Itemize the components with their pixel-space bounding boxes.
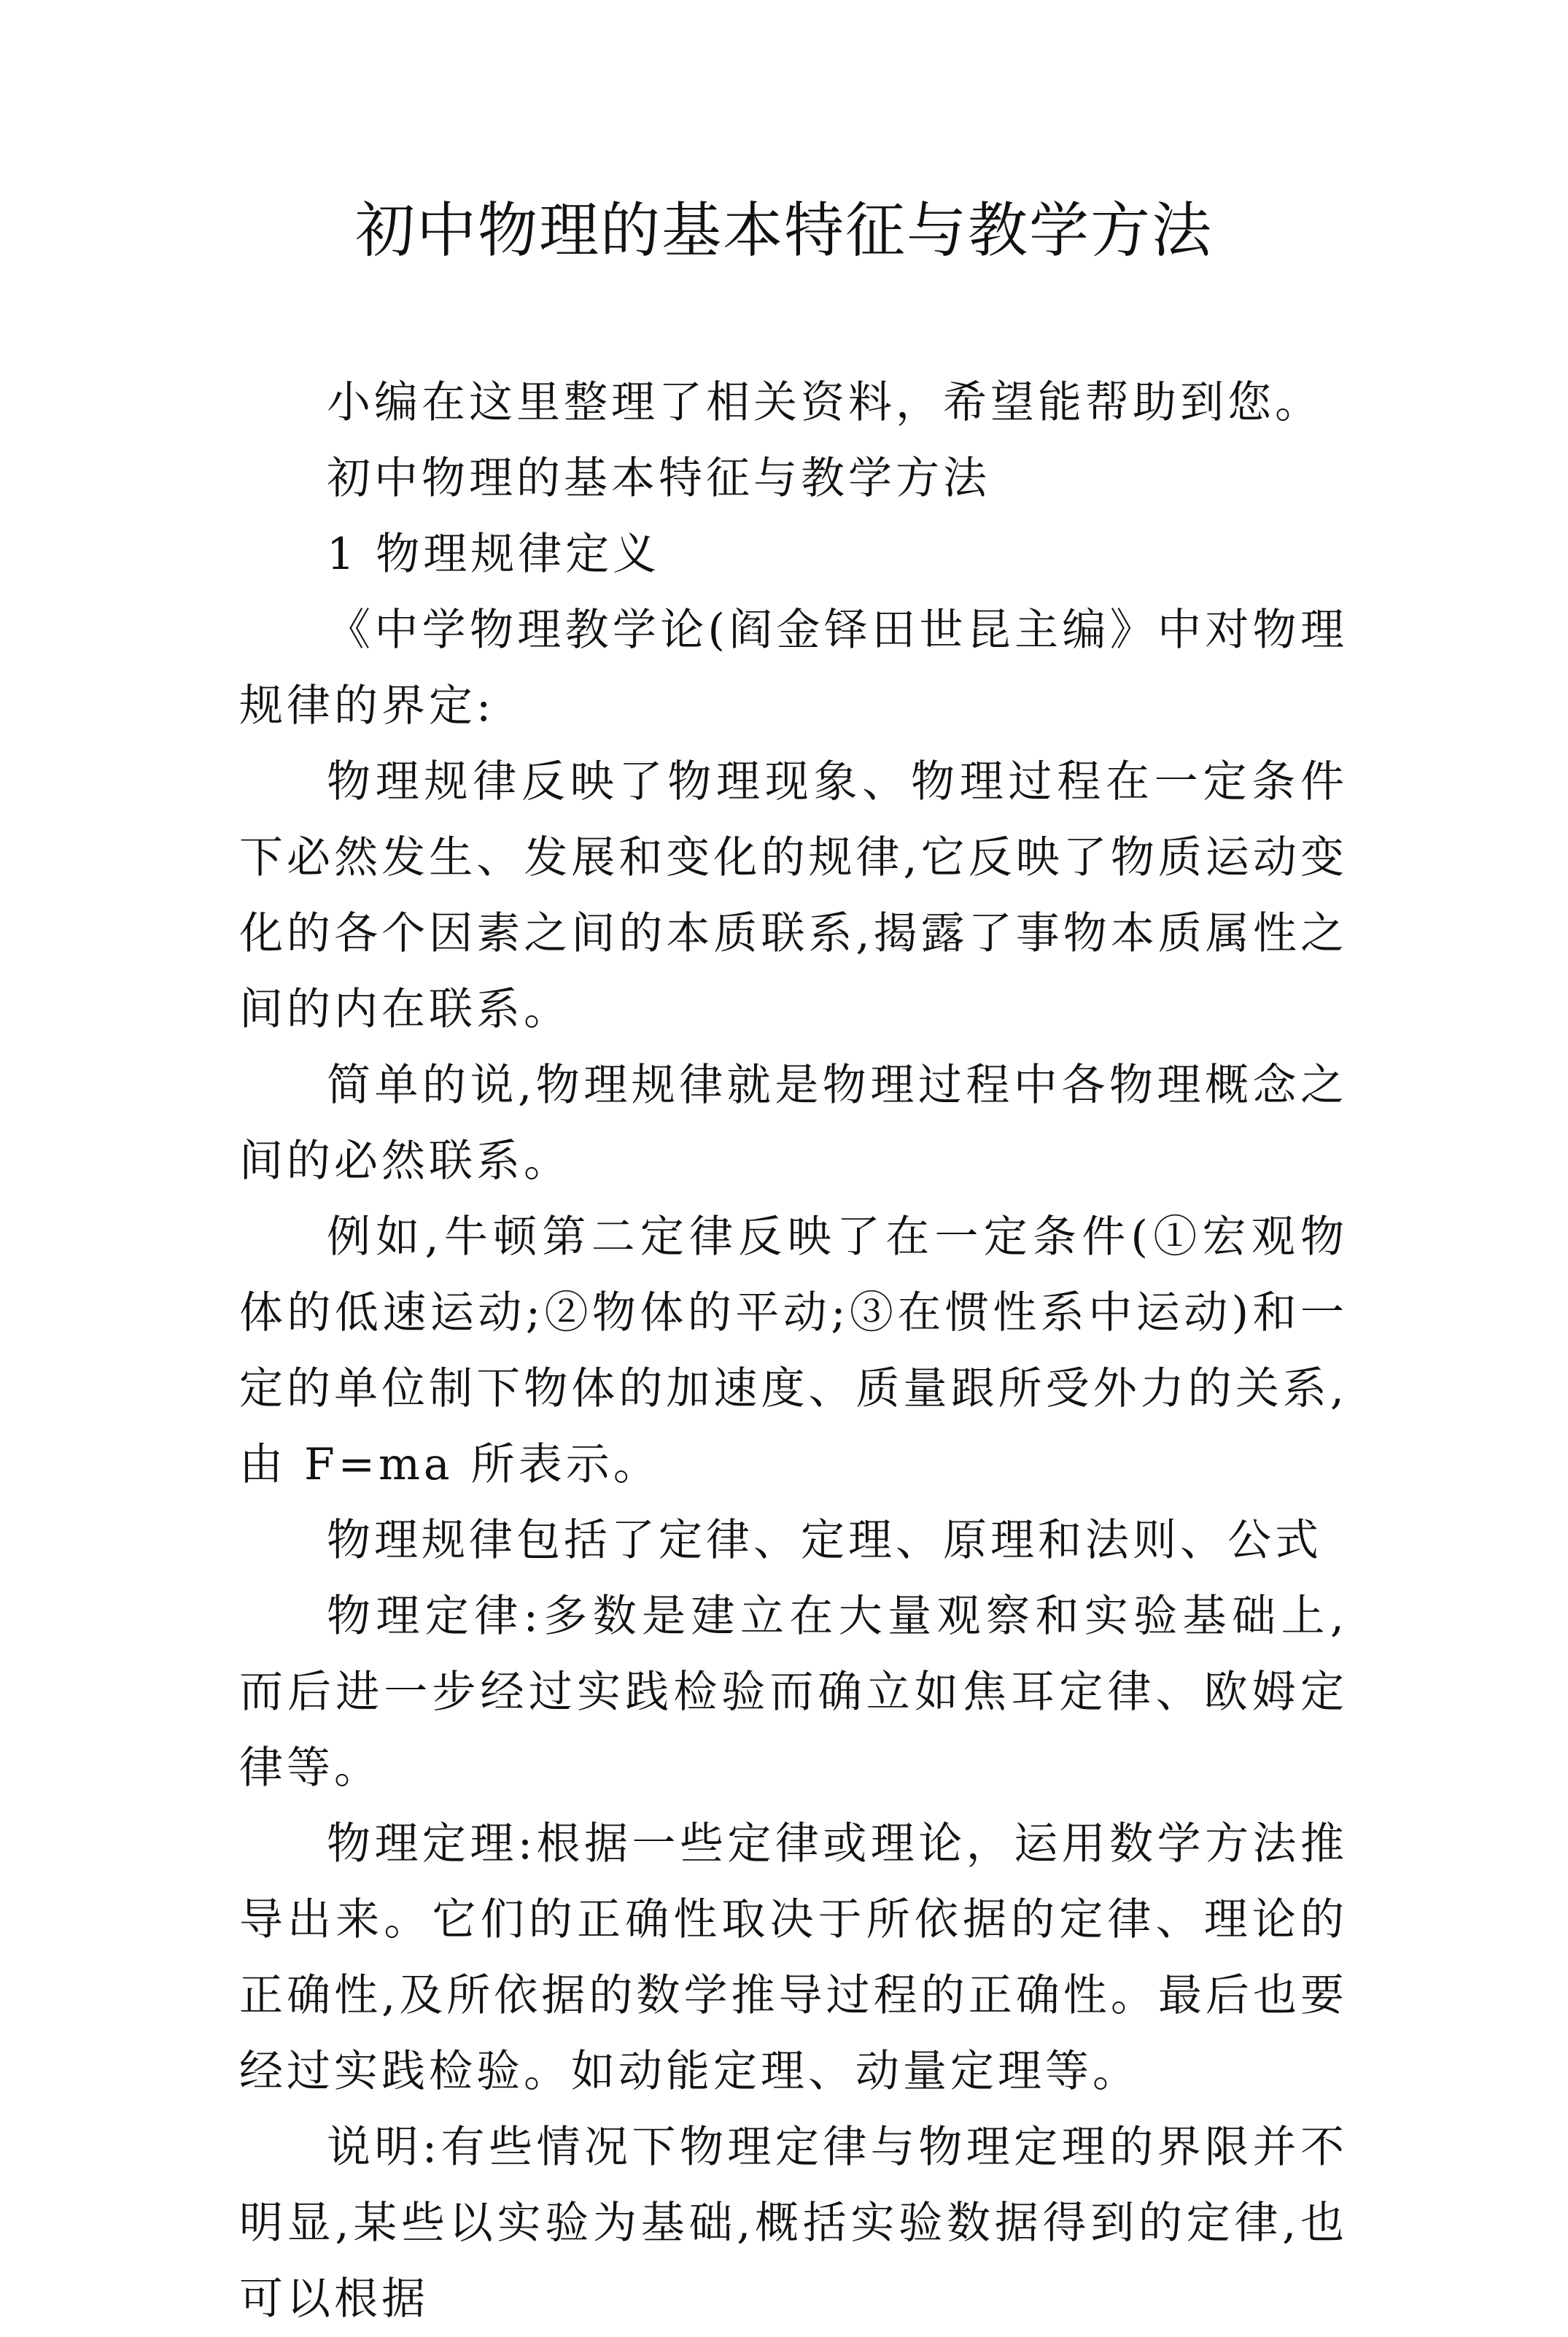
paragraph: 简单的说,物理规律就是物理过程中各物理概念之间的必然联系。 [239,1060,1348,1187]
paragraph: 小编在这里整理了相关资料，希望能帮助到您。 [327,377,1322,428]
paragraph: 物理定律:多数是建立在大量观察和实验基础上,而后进一步经过实践检验而确立如焦耳定律、欧姆定律等。 [239,1591,1348,1794]
section-heading: 1 物理规律定义 [327,529,661,580]
paragraph: 物理规律反映了物理现象、物理过程在一定条件下必然发生、发展和变化的规律,它反映了物质运动变化的各个因素之间的本质联系,揭露了事物本质属性之间的内在联系。 [239,756,1348,1035]
document-title: 初中物理的基本特征与教学方法 [354,196,1213,266]
paragraph: 初中物理的基本特征与教学方法 [327,453,990,504]
paragraph: 说明:有些情况下物理定律与物理定理的界限并不明显,某些以实验为基础,概括实验数据得到的定律,也可以根据 [239,2122,1348,2325]
paragraph: 例如,牛顿第二定律反映了在一定条件(①宏观物体的低速运动;②物体的平动;③在惯性系中运动)和一定的单位制下物体的加速度、质量跟所受外力的关系,由 F=ma 所表示。 [239,1212,1348,1490]
paragraph: 《中学物理教学论(阎金铎田世昆主编》中对物理规律的界定: [239,605,1348,732]
document-body [239,365,1348,2337]
paragraph: 物理定理:根据一些定律或理论，运用数学方法推导出来。它们的正确性取决于所依据的定律、理论的正确性,及所依据的数学推导过程的正确性。最后也要经过实践检验。如动能定理、动量定理等。 [239,1818,1348,2097]
paragraph: 物理规律包括了定律、定理、原理和法则、公式 [327,1515,1322,1566]
